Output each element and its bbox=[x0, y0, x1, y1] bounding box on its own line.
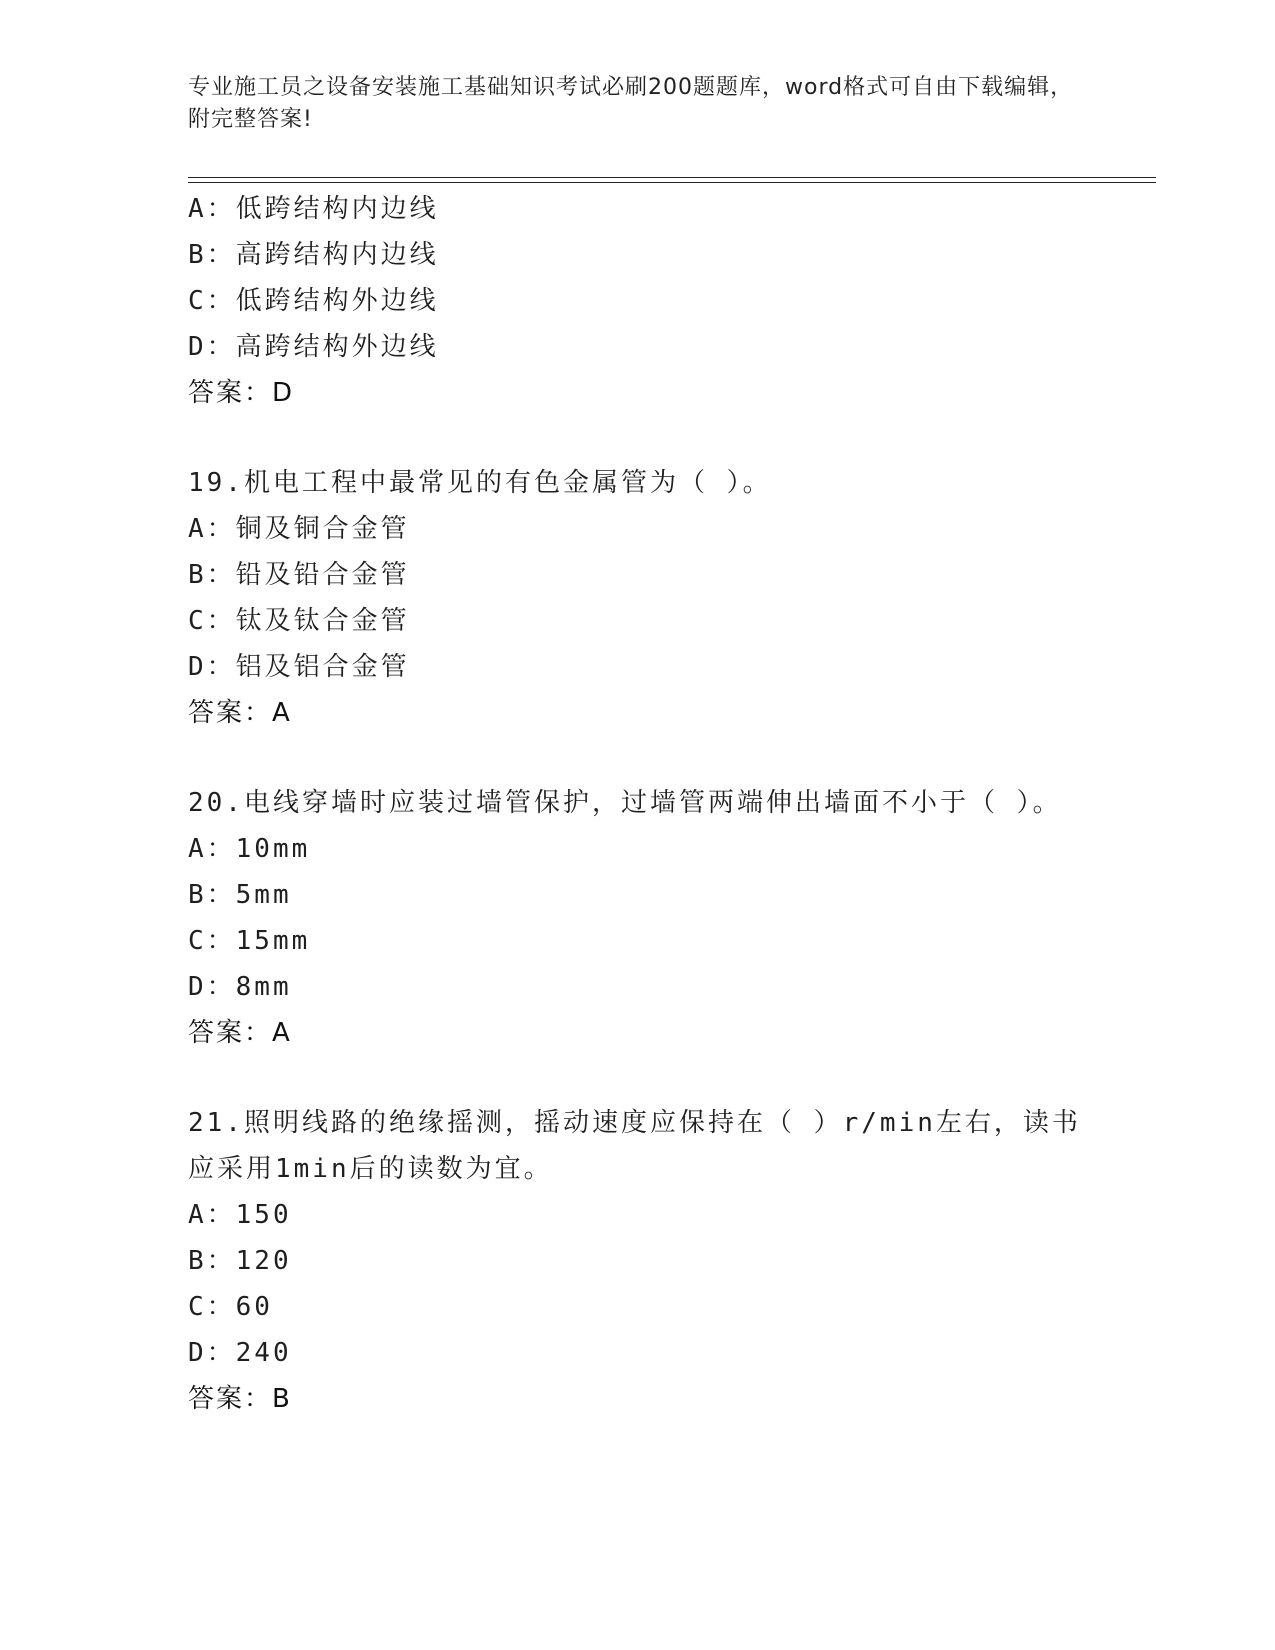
question-block-21 bbox=[188, 1100, 1148, 1422]
question-text: 20.电线穿墙时应装过墙管保护，过墙管两端伸出墙面不小于（ ）。 bbox=[188, 788, 1062, 818]
option-b: B：5mm bbox=[188, 880, 292, 910]
header-divider-top bbox=[188, 177, 1156, 178]
option-d: D：铝及铝合金管 bbox=[188, 652, 410, 682]
option-a: A：低跨结构内边线 bbox=[188, 194, 439, 224]
option-b: B：120 bbox=[188, 1246, 292, 1276]
answer-line: 答案：A bbox=[188, 698, 292, 728]
header-divider-bottom bbox=[188, 182, 1156, 183]
option-a: A：铜及铜合金管 bbox=[188, 514, 410, 544]
previous-question-block bbox=[188, 186, 1148, 416]
answer-line: 答案：D bbox=[188, 378, 295, 408]
option-b: B：高跨结构内边线 bbox=[188, 240, 439, 270]
header-text: 专业施工员之设备安装施工基础知识考试必刷200题题库，word格式可自由下载编辑，附完整答案! bbox=[188, 75, 1074, 132]
question-content bbox=[188, 186, 1148, 1422]
option-c: C：钛及钛合金管 bbox=[188, 606, 410, 636]
option-d: D：8mm bbox=[188, 972, 292, 1002]
question-block-20 bbox=[188, 780, 1148, 1056]
option-a: A：150 bbox=[188, 1200, 292, 1230]
question-block-19 bbox=[188, 460, 1148, 736]
option-c: C：15mm bbox=[188, 926, 311, 956]
question-text: 21.照明线路的绝缘摇测，摇动速度应保持在（ ）r/min左右，读书应采用1min后的读数为宜。 bbox=[188, 1108, 1081, 1184]
option-d: D：高跨结构外边线 bbox=[188, 332, 439, 362]
option-d: D：240 bbox=[188, 1338, 292, 1368]
option-c: C：60 bbox=[188, 1292, 273, 1322]
question-text: 19.机电工程中最常见的有色金属管为（ ）。 bbox=[188, 468, 772, 498]
option-a: A：10mm bbox=[188, 834, 311, 864]
document-header bbox=[188, 72, 1088, 136]
option-b: B：铅及铅合金管 bbox=[188, 560, 410, 590]
option-c: C：低跨结构外边线 bbox=[188, 286, 439, 316]
answer-line: 答案：A bbox=[188, 1018, 292, 1048]
answer-line: 答案：B bbox=[188, 1384, 292, 1414]
